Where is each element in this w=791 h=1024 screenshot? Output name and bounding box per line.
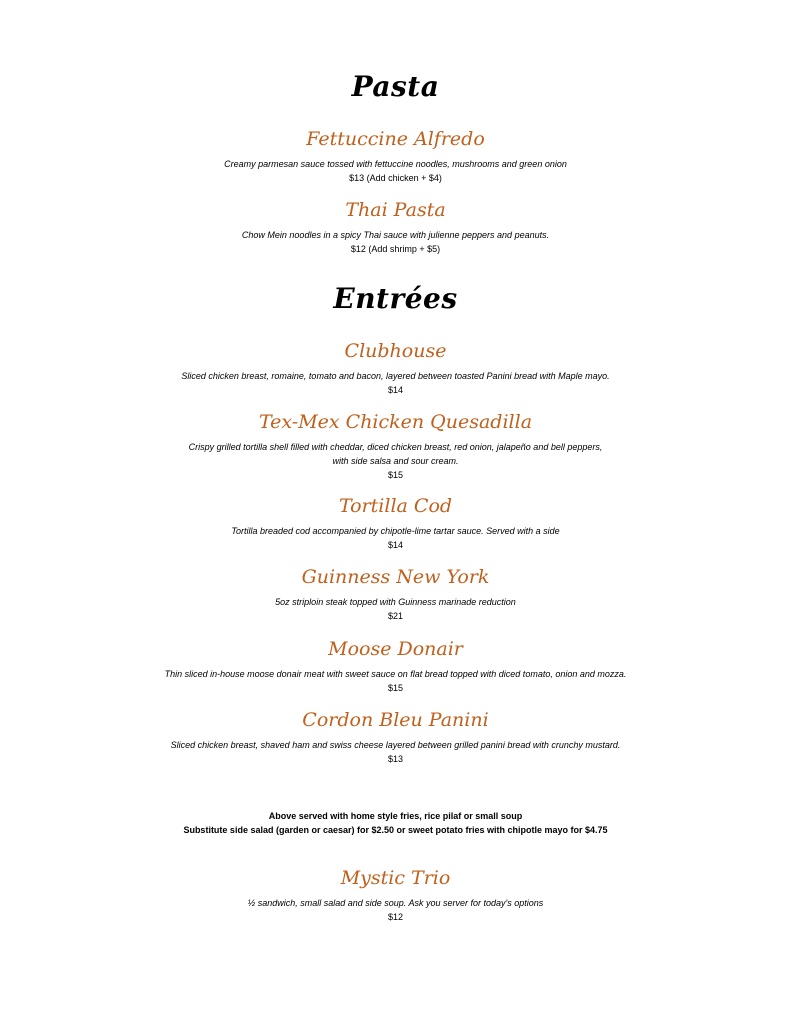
item-price: $15 [387, 470, 404, 480]
item-price: $13 [387, 754, 404, 764]
item-description: 5oz striploin steak topped with Guinness marinade reduction [275, 597, 516, 607]
item-name: Fettuccine Alfredo [306, 128, 485, 150]
item-price: $12 (Add shrimp + $5) [350, 244, 441, 254]
menu-item-guinness-new-york [0, 565, 791, 623]
item-description: Crispy grilled tortilla shell filled with cheddar, diced chicken breast, red onion, jalapeño and bell peppers, [188, 442, 603, 452]
item-name: Thai Pasta [345, 199, 446, 221]
item-price: $12 [387, 912, 404, 922]
sides-note [0, 809, 791, 837]
item-name: Guinness New York [301, 566, 490, 588]
menu-item-mystic-trio [0, 866, 791, 924]
item-description: Creamy parmesan sauce tossed with fettuccine noodles, mushrooms and green onion [224, 159, 567, 169]
item-name: Mystic Trio [340, 867, 451, 889]
menu-item-cordon-bleu-panini [0, 708, 791, 766]
entrees-section-title: Entrées [333, 282, 458, 315]
menu-item-thai-pasta [0, 198, 791, 256]
item-description: Sliced chicken breast, romaine, tomato and bacon, layered between toasted Panini bread with Maple mayo. [181, 371, 610, 381]
item-description: Sliced chicken breast, shaved ham and swiss cheese layered between grilled panini bread with crunchy mustard. [170, 740, 621, 750]
item-description: Tortilla breaded cod accompanied by chipotle-lime tartar sauce. Served with a side [231, 526, 560, 536]
item-description: ½ sandwich, small salad and side soup. Ask you server for today's options [247, 898, 544, 908]
menu-item-tex-mex-chicken-quesadilla [0, 410, 791, 482]
menu-item-fettuccine-alfredo [0, 127, 791, 185]
pasta-section-title: Pasta [351, 70, 440, 103]
sides-note-line1: Above served with home style fries, rice pilaf or small soup [268, 811, 523, 821]
item-name: Moose Donair [328, 638, 463, 660]
menu-item-moose-donair [0, 637, 791, 695]
item-name: Tex-Mex Chicken Quesadilla [258, 411, 533, 433]
item-name: Tortilla Cod [338, 495, 453, 517]
menu-item-tortilla-cod [0, 494, 791, 552]
item-price: $14 [387, 540, 404, 550]
item-name: Cordon Bleu Panini [302, 709, 489, 731]
item-price: $14 [387, 385, 404, 395]
item-price: $15 [387, 683, 404, 693]
item-price: $21 [387, 611, 404, 621]
sides-note-line2: Substitute side salad (garden or caesar) for $2.50 or sweet potato fries with chipotle mayo for $4.75 [183, 825, 608, 835]
item-name: Clubhouse [344, 340, 447, 362]
item-description: Chow Mein noodles in a spicy Thai sauce with julienne peppers and peanuts. [241, 230, 550, 240]
item-description: Thin sliced in-house moose donair meat with sweet sauce on flat bread topped with diced tomato, onion and mozza. [164, 669, 627, 679]
menu-item-clubhouse [0, 339, 791, 397]
item-description-line2: with side salsa and sour cream. [332, 456, 459, 466]
item-price: $13 (Add chicken + $4) [349, 173, 442, 183]
